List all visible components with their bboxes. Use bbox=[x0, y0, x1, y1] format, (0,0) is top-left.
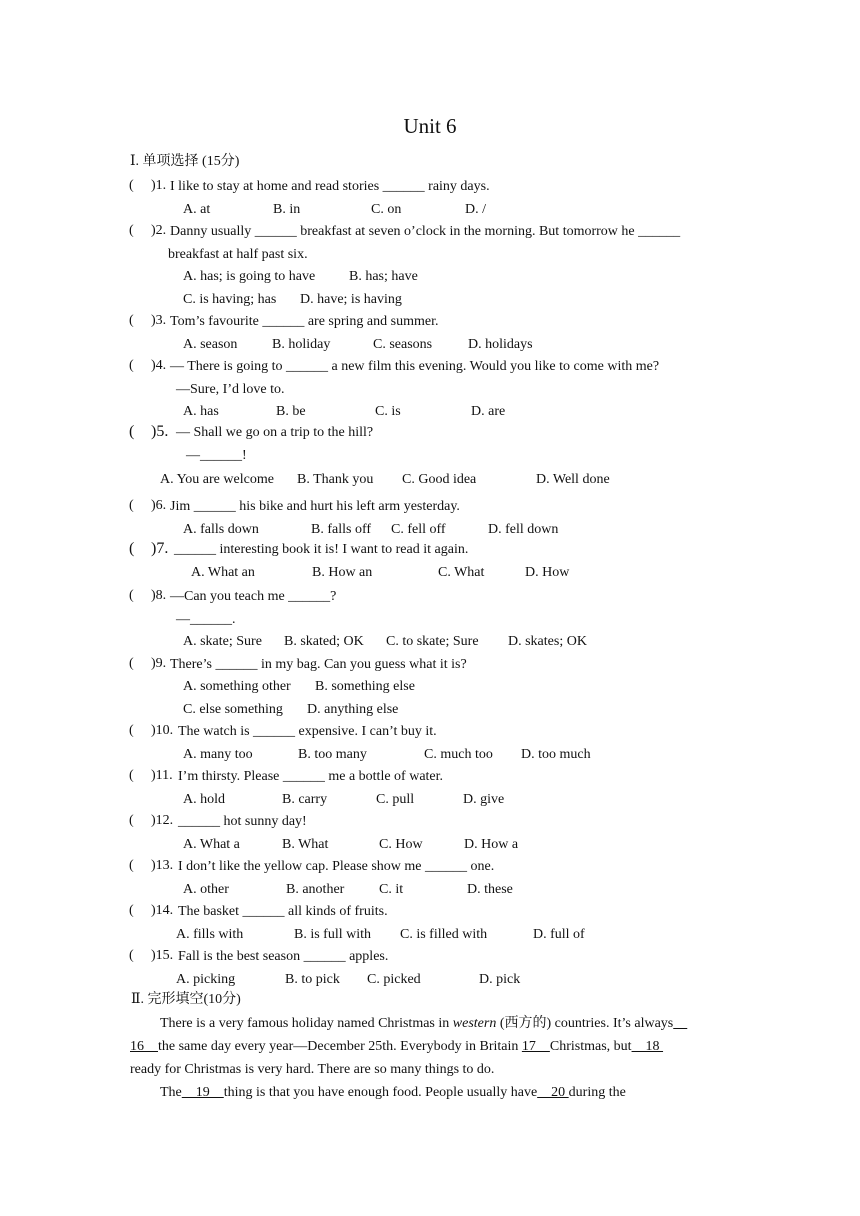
option: C. is bbox=[375, 404, 401, 419]
question-stem: Jim ______ his bike and hurt his left arm yesterday. bbox=[170, 499, 460, 514]
option: A. has bbox=[183, 404, 219, 419]
option: D. full of bbox=[533, 927, 585, 942]
option: B. How an bbox=[312, 565, 373, 580]
option: A. You are welcome bbox=[160, 472, 274, 487]
question-stem: There’s ______ in my bag. Can you guess what it is? bbox=[170, 657, 467, 672]
question-number: ( )6. bbox=[129, 498, 167, 513]
option: A. falls down bbox=[183, 522, 259, 537]
option: B. to pick bbox=[285, 972, 340, 987]
question-stem-continued: —______! bbox=[186, 448, 247, 463]
option: A. skate; Sure bbox=[183, 634, 262, 649]
option: B. too many bbox=[298, 747, 367, 762]
option: B. What bbox=[282, 837, 329, 852]
cloze-paragraph-line: The 19 thing is that you have enough food. People usually have 20 during the bbox=[160, 1085, 626, 1100]
option: D. are bbox=[471, 404, 506, 419]
question-stem: I like to stay at home and read stories ______ rainy days. bbox=[170, 179, 490, 194]
option: D. / bbox=[465, 202, 486, 217]
option: B. be bbox=[276, 404, 306, 419]
option: B. skated; OK bbox=[284, 634, 364, 649]
question-stem: — There is going to ______ a new film this evening. Would you like to come with me? bbox=[170, 359, 660, 374]
question-number: ( )7. bbox=[129, 540, 169, 557]
question-number: ( )1. bbox=[129, 178, 167, 193]
option: A. What an bbox=[191, 565, 255, 580]
option: D. anything else bbox=[307, 702, 399, 717]
option: A. season bbox=[183, 337, 238, 352]
option: A. hold bbox=[183, 792, 225, 807]
question-stem: I don’t like the yellow cap. Please show me ______ one. bbox=[178, 859, 495, 874]
option: B. carry bbox=[282, 792, 328, 807]
option: A. at bbox=[183, 202, 211, 217]
question-stem-continued: breakfast at half past six. bbox=[168, 247, 308, 262]
option: D. Well done bbox=[536, 472, 610, 487]
blank-19: 19 bbox=[181, 1085, 224, 1100]
page-title: Unit 6 bbox=[403, 114, 457, 138]
option: C. How bbox=[379, 837, 423, 852]
option: B. is full with bbox=[294, 927, 372, 942]
option: D. holidays bbox=[468, 337, 533, 352]
blank-18: 18 bbox=[631, 1039, 664, 1054]
section-heading-2: Ⅱ. 完形填空(10分) bbox=[131, 992, 241, 1007]
option: C. pull bbox=[376, 792, 415, 807]
question-number: ( )8. bbox=[129, 588, 167, 603]
option: A. What a bbox=[183, 837, 240, 852]
question-number: ( )4. bbox=[129, 358, 167, 373]
option: C. to skate; Sure bbox=[386, 634, 479, 649]
question-stem: — Shall we go on a trip to the hill? bbox=[176, 425, 374, 440]
option: B. something else bbox=[315, 679, 415, 694]
option: C. is filled with bbox=[400, 927, 488, 942]
option: C. on bbox=[371, 202, 402, 217]
option: D. fell down bbox=[488, 522, 559, 537]
option: C. What bbox=[438, 565, 485, 580]
option: C. Good idea bbox=[402, 472, 477, 487]
option: B. Thank you bbox=[297, 472, 374, 487]
option: D. How bbox=[525, 565, 570, 580]
option: D. have; is having bbox=[300, 292, 402, 307]
blank-16: 16 bbox=[130, 1039, 158, 1054]
blank-20: 20 bbox=[537, 1085, 569, 1100]
question-stem: The basket ______ all kinds of fruits. bbox=[178, 904, 388, 919]
option: A. picking bbox=[176, 972, 236, 987]
question-stem-continued: —______. bbox=[176, 612, 236, 627]
question-number: ( )10. bbox=[129, 723, 174, 738]
question-stem: I’m thirsty. Please ______ me a bottle of water. bbox=[178, 769, 444, 784]
option: A. something other bbox=[183, 679, 291, 694]
option: B. in bbox=[273, 202, 301, 217]
cloze-paragraph-line: 16 the same day every year—December 25th. Everybody in Britain 17 Christmas, but 18 bbox=[130, 1039, 664, 1054]
option: B. another bbox=[286, 882, 345, 897]
option: A. many too bbox=[183, 747, 253, 762]
cloze-paragraph-line: ready for Christmas is very hard. There are so many things to do. bbox=[130, 1062, 495, 1077]
blank-underline bbox=[673, 1016, 687, 1031]
option: A. has; is going to have bbox=[183, 269, 316, 284]
question-stem: —Can you teach me ______? bbox=[170, 589, 337, 604]
question-number: ( )5. bbox=[129, 423, 169, 440]
question-number: ( )14. bbox=[129, 903, 174, 918]
question-stem: The watch is ______ expensive. I can’t buy it. bbox=[178, 724, 437, 739]
question-number: ( )9. bbox=[129, 656, 167, 671]
question-number: ( )13. bbox=[129, 858, 174, 873]
question-stem: ______ hot sunny day! bbox=[178, 814, 307, 829]
option: D. these bbox=[467, 882, 513, 897]
cloze-paragraph-line: There is a very famous holiday named Christmas in western (西方的) countries. It’s always bbox=[160, 1015, 687, 1033]
question-stem: Fall is the best season ______ apples. bbox=[178, 949, 389, 964]
option: C. it bbox=[379, 882, 404, 897]
option: A. other bbox=[183, 882, 229, 897]
option: D. too much bbox=[521, 747, 591, 762]
option: A. fills with bbox=[176, 927, 244, 942]
question-number: ( )3. bbox=[129, 313, 167, 328]
option: D. How a bbox=[464, 837, 519, 852]
option: C. seasons bbox=[373, 337, 433, 352]
option: D. skates; OK bbox=[508, 634, 587, 649]
option: C. else something bbox=[183, 702, 283, 717]
question-stem: Tom’s favourite ______ are spring and summer. bbox=[170, 314, 439, 329]
question-number: ( )15. bbox=[129, 948, 174, 963]
option: B. falls off bbox=[311, 522, 372, 537]
option: D. pick bbox=[479, 972, 521, 987]
option: D. give bbox=[463, 792, 505, 807]
question-number: ( )12. bbox=[129, 813, 174, 828]
section-heading-1: Ⅰ. 单项选择 (15分) bbox=[130, 154, 240, 169]
blank-17: 17 bbox=[521, 1039, 550, 1054]
question-stem-continued: —Sure, I’d love to. bbox=[176, 382, 285, 397]
question-number: ( )11. bbox=[129, 768, 173, 783]
option: C. is having; has bbox=[183, 292, 277, 307]
question-number: ( )2. bbox=[129, 223, 167, 238]
option: B. holiday bbox=[272, 337, 331, 352]
option: C. picked bbox=[367, 972, 421, 987]
option: C. much too bbox=[424, 747, 493, 762]
option: B. has; have bbox=[349, 269, 418, 284]
question-stem: ______ interesting book it is! I want to read it again. bbox=[174, 542, 469, 557]
option: C. fell off bbox=[391, 522, 446, 537]
question-stem: Danny usually ______ breakfast at seven o’clock in the morning. But tomorrow he ______ bbox=[170, 224, 681, 239]
